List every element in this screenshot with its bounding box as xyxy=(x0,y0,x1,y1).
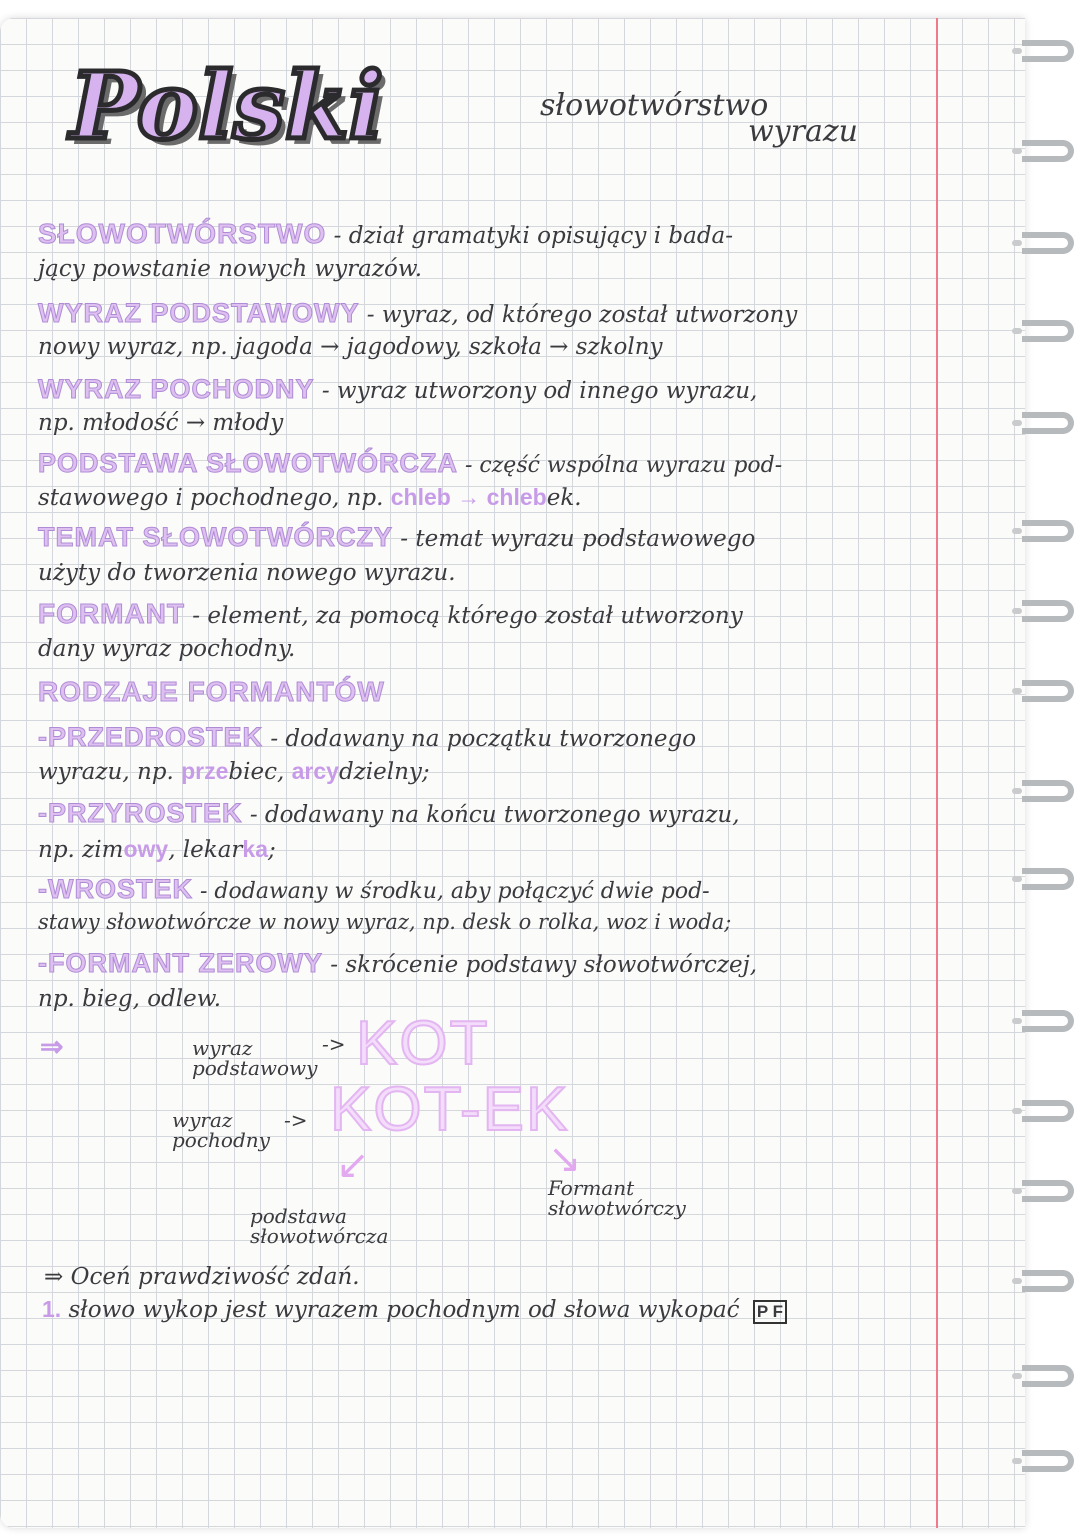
highlighted-example: chleb → chleb xyxy=(390,484,547,510)
note-line: jący powstanie nowych wyrazów. xyxy=(38,256,423,282)
note-line xyxy=(38,836,276,863)
note-line xyxy=(38,948,757,979)
margin-line xyxy=(936,18,938,1528)
term-heading: -WROSTEK xyxy=(38,874,193,904)
spiral-ring xyxy=(1022,1450,1074,1472)
term-heading: PODSTAWA SŁOWOTWÓRCZA xyxy=(38,448,458,478)
note-line xyxy=(38,798,740,829)
label-text: wyraz xyxy=(172,1108,233,1132)
note-text: ek. xyxy=(546,485,582,511)
item-number: 1. xyxy=(42,1296,62,1322)
note-line xyxy=(38,522,755,553)
spiral-ring xyxy=(1022,868,1074,890)
highlighted-example: owy xyxy=(123,836,169,862)
spiral-ring xyxy=(1022,140,1074,162)
term-definition: - dodawany na początku tworzonego xyxy=(270,726,697,752)
spiral-ring xyxy=(1022,232,1074,254)
term-definition: - skrócenie podstawy słowotwórczej, xyxy=(330,952,758,978)
note-line: np. młodość → młody xyxy=(38,410,284,436)
note-line xyxy=(38,676,385,708)
label-text: słowotwórczy xyxy=(548,1196,686,1220)
label-text: słowotwórcza xyxy=(250,1224,389,1248)
true-false-box: P F xyxy=(753,1300,787,1324)
label-text: Formant xyxy=(548,1176,635,1200)
term-definition: - temat wyrazu podstawowego xyxy=(400,526,756,552)
term-definition: - dodawany na końcu tworzonego wyrazu, xyxy=(249,802,740,828)
note-line xyxy=(38,374,757,405)
note-text: np. zim xyxy=(38,837,124,863)
highlighted-example: prze xyxy=(181,758,229,784)
base-word: KOT xyxy=(356,1009,490,1078)
term-definition: - wyraz, od którego został utworzony xyxy=(366,302,798,328)
note-text: dzielny; xyxy=(338,759,430,785)
exercise-item xyxy=(42,1296,787,1324)
note-line: dany wyraz pochodny. xyxy=(38,636,296,662)
term-definition: - element, za pomocą którego został utworzony xyxy=(192,603,743,629)
item-text: słowo wykop jest wyrazem pochodnym od słowa wykopać xyxy=(68,1297,740,1323)
note-text: wyrazu, np. xyxy=(38,759,174,785)
label-base-word xyxy=(192,1038,317,1078)
label-formant xyxy=(548,1178,686,1218)
label-text: wyraz xyxy=(192,1036,253,1060)
highlighted-example: ka xyxy=(242,836,269,862)
spiral-ring xyxy=(1022,1010,1074,1032)
spiral-ring xyxy=(1022,1365,1074,1387)
arrow-mark: ⇒ xyxy=(40,1031,64,1062)
note-line xyxy=(38,598,743,630)
note-line xyxy=(38,722,696,753)
derived-word: KOT-EK xyxy=(330,1075,570,1144)
exercise-intro: ⇒ Oceń prawdziwość zdań. xyxy=(44,1264,360,1290)
note-line xyxy=(38,758,430,785)
term-definition: - dział gramatyki opisujący i bada- xyxy=(333,223,734,249)
term-heading: -FORMANT ZEROWY xyxy=(38,948,323,978)
term-definition: - część wspólna wyrazu pod- xyxy=(464,453,783,478)
label-derived-word xyxy=(172,1110,270,1150)
note-text: ; xyxy=(268,837,276,863)
term-heading: FORMANT xyxy=(38,598,185,629)
term-heading: -PRZEDROSTEK xyxy=(38,722,264,752)
subtitle-word-2: wyrazu xyxy=(748,114,858,149)
arrow-down-right-icon: ↘ xyxy=(548,1136,582,1182)
note-line xyxy=(38,298,797,329)
term-heading: SŁOWOTWÓRSTWO xyxy=(38,218,327,249)
spiral-ring xyxy=(1022,320,1074,342)
note-line: stawy słowotwórcze w nowy wyraz, np. desk o rolka, woz i woda; xyxy=(38,910,732,934)
note-line: nowy wyraz, np. jagoda → jagodowy, szkoła → szkolny xyxy=(38,334,663,360)
spiral-ring xyxy=(1022,780,1074,802)
note-line xyxy=(38,448,782,479)
note-line: użyty do tworzenia nowego wyrazu. xyxy=(38,560,456,586)
spiral-ring xyxy=(1022,520,1074,542)
highlighted-example: arcy xyxy=(291,758,339,784)
diagram-arrow: -> xyxy=(322,1032,346,1056)
note-line xyxy=(38,874,710,905)
note-text: biec, xyxy=(228,759,285,785)
term-heading: WYRAZ PODSTAWOWY xyxy=(38,298,360,328)
note-text: stawowego i pochodnego, np. xyxy=(38,485,384,511)
term-heading: WYRAZ POCHODNY xyxy=(38,374,315,404)
spiral-ring xyxy=(1022,1100,1074,1122)
term-heading: TEMAT SŁOWOTWÓRCZY xyxy=(38,522,393,552)
label-text: podstawa xyxy=(250,1204,347,1228)
label-stem xyxy=(250,1206,388,1246)
spiral-ring xyxy=(1022,1180,1074,1202)
section-heading: RODZAJE FORMANTÓW xyxy=(38,676,385,707)
arrow-down-left-icon: ↙ xyxy=(336,1142,370,1188)
term-heading: -PRZYROSTEK xyxy=(38,798,243,828)
diagram-arrow: -> xyxy=(284,1108,308,1132)
note-line xyxy=(38,484,582,511)
term-definition: - wyraz utworzony od innego wyrazu, xyxy=(321,378,758,404)
note-text: , lekar xyxy=(168,837,243,863)
label-text: podstawowy xyxy=(192,1056,318,1080)
subtitle-word-1: słowotwórstwo xyxy=(540,88,769,123)
page-title: Polski xyxy=(70,52,384,160)
label-text: pochodny xyxy=(172,1128,270,1152)
spiral-ring xyxy=(1022,412,1074,434)
spiral-ring xyxy=(1022,680,1074,702)
note-line xyxy=(38,218,733,250)
spiral-ring xyxy=(1022,40,1074,62)
term-definition: - dodawany w środku, aby połączyć dwie pod- xyxy=(199,879,710,904)
note-line: np. bieg, odlew. xyxy=(38,986,222,1012)
spiral-ring xyxy=(1022,1270,1074,1292)
spiral-ring xyxy=(1022,600,1074,622)
